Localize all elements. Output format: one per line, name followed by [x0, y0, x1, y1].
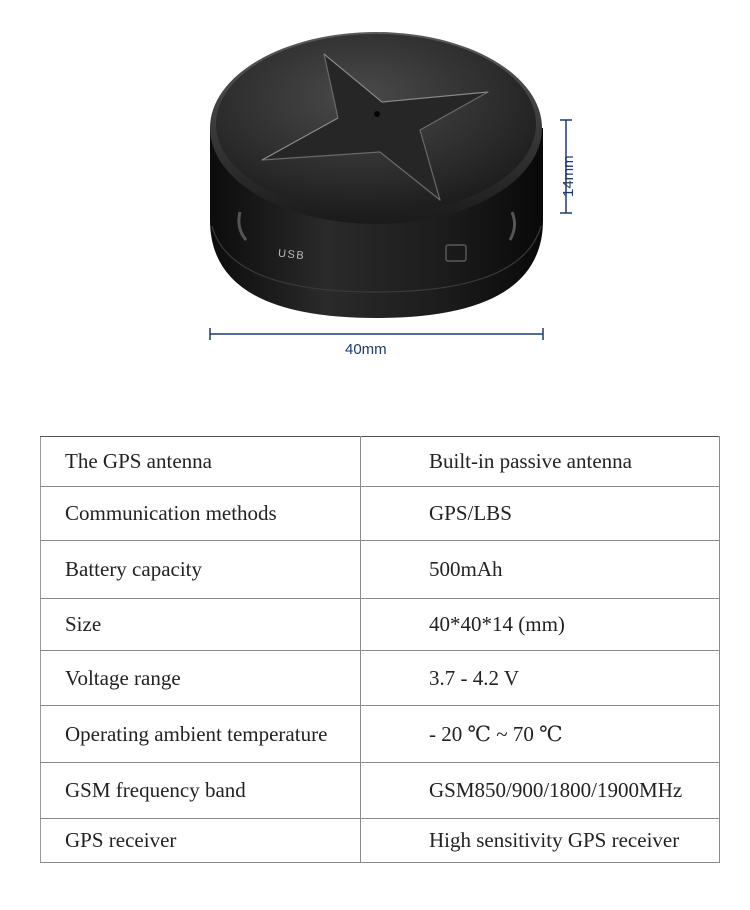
table-row: [41, 437, 720, 487]
width-dimension-label: 40mm: [345, 341, 387, 358]
spec-label: Operating ambient temperature: [41, 706, 361, 763]
table-row: [41, 651, 720, 706]
spec-label: Size: [41, 599, 361, 651]
product-figure: [0, 0, 750, 400]
spec-value: GPS/LBS: [361, 487, 720, 541]
usb-port-label: USB: [277, 247, 306, 263]
spec-value: 500mAh: [361, 541, 720, 599]
spec-value: GSM850/900/1800/1900MHz: [361, 763, 720, 819]
height-dimension-label: 14mm: [560, 155, 577, 197]
spec-label: GSM frequency band: [41, 763, 361, 819]
spec-table: [40, 436, 720, 863]
spec-value: High sensitivity GPS receiver: [361, 819, 720, 863]
gps-tracker-image: [0, 0, 750, 400]
table-row: [41, 487, 720, 541]
center-hole: [374, 111, 380, 117]
spec-label: Voltage range: [41, 651, 361, 706]
table-row: [41, 706, 720, 763]
table-row: [41, 819, 720, 863]
table-row: [41, 599, 720, 651]
spec-label: GPS receiver: [41, 819, 361, 863]
table-row: [41, 763, 720, 819]
spec-value: Built-in passive antenna: [361, 437, 720, 487]
spec-value: 3.7 - 4.2 V: [361, 651, 720, 706]
table-row: [41, 541, 720, 599]
spec-value: 40*40*14 (mm): [361, 599, 720, 651]
spec-label: The GPS antenna: [41, 437, 361, 487]
spec-label: Battery capacity: [41, 541, 361, 599]
spec-label: Communication methods: [41, 487, 361, 541]
spec-value: - 20 ℃ ~ 70 ℃: [361, 706, 720, 763]
